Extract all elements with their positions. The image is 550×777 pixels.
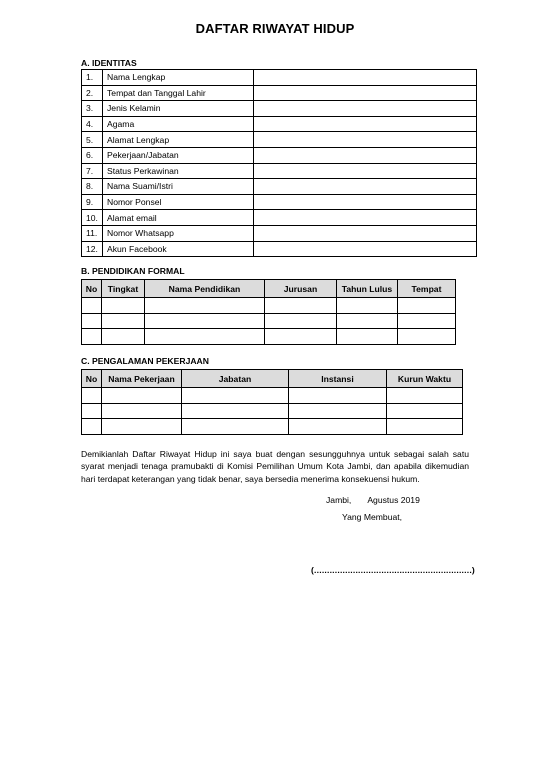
education-header-row — [82, 280, 456, 298]
identity-row-label: Akun Facebook — [103, 241, 254, 257]
table-cell — [102, 313, 145, 329]
identity-row — [82, 179, 477, 195]
identity-row-value — [254, 116, 477, 132]
table-cell — [387, 388, 463, 404]
signature-line: (.............................................................) — [311, 565, 475, 575]
identity-row-number: 11. — [82, 225, 103, 241]
table-cell — [289, 403, 387, 419]
table-cell — [82, 419, 102, 435]
identity-table — [81, 69, 477, 257]
identity-row-value — [254, 85, 477, 101]
work-header-institution: Instansi — [289, 370, 387, 388]
table-cell — [145, 298, 265, 314]
education-header-school-name: Nama Pendidikan — [145, 280, 265, 298]
table-cell — [387, 403, 463, 419]
table-cell — [337, 313, 398, 329]
identity-row-label: Nomor Ponsel — [103, 194, 254, 210]
identity-row — [82, 70, 477, 86]
table-cell — [82, 403, 102, 419]
identity-row-number: 6. — [82, 147, 103, 163]
table-cell — [102, 298, 145, 314]
identity-row-number: 3. — [82, 101, 103, 117]
identity-row-label: Agama — [103, 116, 254, 132]
identity-row-value — [254, 147, 477, 163]
place-date-line — [326, 495, 420, 505]
education-header-level: Tingkat — [102, 280, 145, 298]
table-cell — [387, 419, 463, 435]
identity-row-value — [254, 194, 477, 210]
table-cell — [398, 313, 456, 329]
identity-row-label: Pekerjaan/Jabatan — [103, 147, 254, 163]
section-a-heading: A. IDENTITAS — [81, 58, 137, 68]
identity-row — [82, 132, 477, 148]
table-cell — [289, 388, 387, 404]
identity-row-value — [254, 210, 477, 226]
identity-row — [82, 163, 477, 179]
table-cell — [82, 298, 102, 314]
identity-row-value — [254, 132, 477, 148]
table-cell — [337, 329, 398, 345]
education-table — [81, 279, 456, 345]
table-cell — [265, 313, 337, 329]
table-cell — [82, 329, 102, 345]
table-cell — [182, 419, 289, 435]
identity-row-label: Nama Lengkap — [103, 70, 254, 86]
identity-row-value — [254, 101, 477, 117]
table-row — [82, 329, 456, 345]
table-cell — [82, 388, 102, 404]
identity-row-value — [254, 163, 477, 179]
identity-row — [82, 147, 477, 163]
work-header-row — [82, 370, 463, 388]
table-cell — [102, 419, 182, 435]
table-cell — [289, 419, 387, 435]
work-header-position: Jabatan — [182, 370, 289, 388]
table-cell — [145, 329, 265, 345]
table-row — [82, 313, 456, 329]
table-row — [82, 388, 463, 404]
identity-row-value — [254, 70, 477, 86]
date-text: Agustus 2019 — [367, 495, 420, 505]
table-cell — [102, 329, 145, 345]
table-cell — [82, 313, 102, 329]
section-b-heading: B. PENDIDIKAN FORMAL — [81, 266, 185, 276]
identity-row — [82, 241, 477, 257]
table-cell — [102, 388, 182, 404]
identity-row-label: Jenis Kelamin — [103, 101, 254, 117]
education-header-place: Tempat — [398, 280, 456, 298]
identity-row — [82, 194, 477, 210]
table-cell — [265, 329, 337, 345]
identity-row-label: Nama Suami/Istri — [103, 179, 254, 195]
table-cell — [102, 403, 182, 419]
table-cell — [145, 313, 265, 329]
identity-row-number: 10. — [82, 210, 103, 226]
table-cell — [182, 403, 289, 419]
identity-row — [82, 210, 477, 226]
identity-row — [82, 225, 477, 241]
identity-row-value — [254, 179, 477, 195]
closing-statement: Demikianlah Daftar Riwayat Hidup ini saya buat dengan sesungguhnya untuk sebagai salah satu syarat menjadi tenaga pramubakti di Komisi Pemilihan Umum Kota Jambi, dan apabila dikemudian hari terdapat keterangan yang tidak benar, saya bersedia menerima konsekuensi hukum. — [81, 449, 469, 484]
table-cell — [182, 388, 289, 404]
identity-row-number: 8. — [82, 179, 103, 195]
identity-row-label: Nomor Whatsapp — [103, 225, 254, 241]
identity-row-number: 2. — [82, 85, 103, 101]
identity-row-value — [254, 241, 477, 257]
education-header-no: No — [82, 280, 102, 298]
identity-row-value — [254, 225, 477, 241]
identity-row-number: 4. — [82, 116, 103, 132]
identity-row — [82, 101, 477, 117]
identity-row-label: Alamat email — [103, 210, 254, 226]
identity-row-number: 7. — [82, 163, 103, 179]
identity-row-number: 9. — [82, 194, 103, 210]
table-row — [82, 419, 463, 435]
work-header-no: No — [82, 370, 102, 388]
table-cell — [398, 329, 456, 345]
identity-row-label: Alamat Lengkap — [103, 132, 254, 148]
section-c-heading: C. PENGALAMAN PEKERJAAN — [81, 356, 209, 366]
work-header-job-name: Nama Pekerjaan — [102, 370, 182, 388]
identity-row-number: 5. — [82, 132, 103, 148]
table-row — [82, 403, 463, 419]
table-row — [82, 298, 456, 314]
document-title: DAFTAR RIWAYAT HIDUP — [195, 21, 355, 36]
identity-row — [82, 116, 477, 132]
work-header-period: Kurun Waktu — [387, 370, 463, 388]
place-text: Jambi, — [326, 495, 352, 505]
education-header-major: Jurusan — [265, 280, 337, 298]
identity-row-number: 1. — [82, 70, 103, 86]
work-experience-table — [81, 369, 463, 435]
maker-label: Yang Membuat, — [342, 512, 403, 522]
table-cell — [398, 298, 456, 314]
identity-row-number: 12. — [82, 241, 103, 257]
table-cell — [337, 298, 398, 314]
identity-row-label: Tempat dan Tanggal Lahir — [103, 85, 254, 101]
identity-row-label: Status Perkawinan — [103, 163, 254, 179]
table-cell — [265, 298, 337, 314]
education-header-graduation-year: Tahun Lulus — [337, 280, 398, 298]
identity-row — [82, 85, 477, 101]
